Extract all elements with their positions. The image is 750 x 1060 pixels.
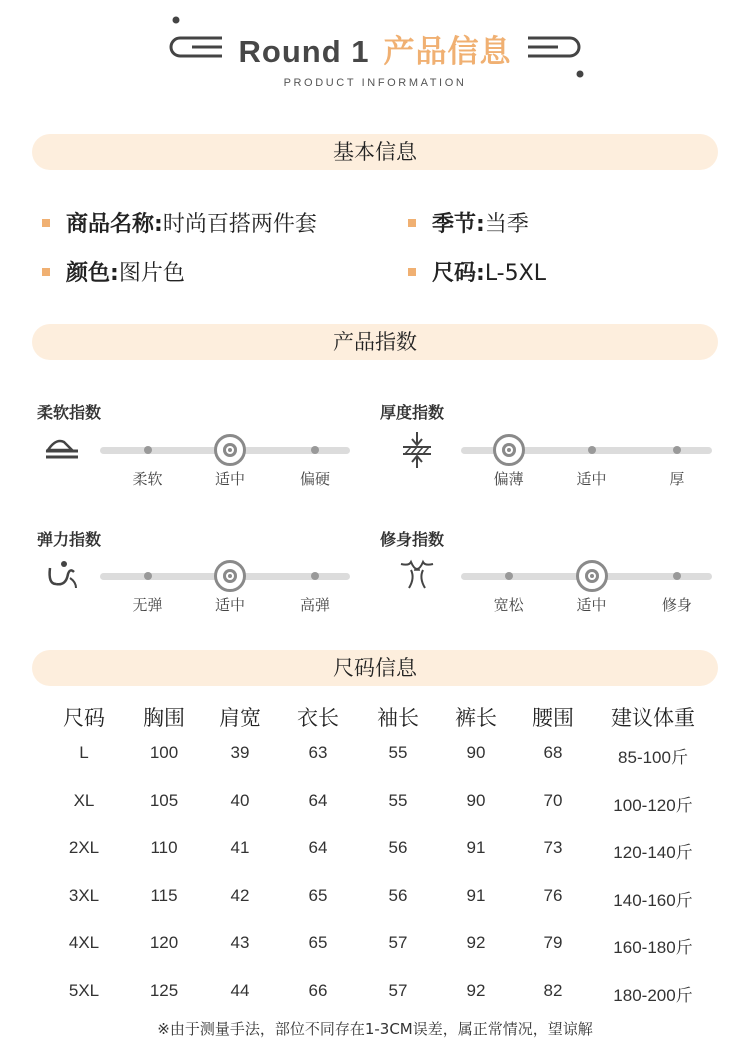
table-header-cell: 尺码 <box>63 706 105 730</box>
index-selected-marker <box>214 560 246 592</box>
table-cell: 115 <box>150 885 178 905</box>
index-title: 柔软指数 <box>37 403 102 422</box>
table-cell: 68 <box>543 743 563 762</box>
bullet-square-icon <box>42 219 50 227</box>
table-cell: 100 <box>149 743 179 762</box>
table-cell: 100-120斤 <box>613 795 693 815</box>
table-cell: 140-160斤 <box>613 890 693 910</box>
bullet-square-icon <box>408 219 416 227</box>
table-cell: 57 <box>388 980 408 1000</box>
table-cell: 66 <box>308 980 328 1000</box>
index-option-label: 修身 <box>661 596 692 614</box>
info-item-size <box>408 256 546 287</box>
table-cell: 55 <box>388 743 408 762</box>
table-cell: 76 <box>543 885 563 905</box>
table-cell: 70 <box>543 790 563 810</box>
thickness-icon <box>397 430 437 474</box>
table-header-cell: 衣长 <box>297 706 339 730</box>
table-cell: 180-200斤 <box>613 985 693 1005</box>
index-dot <box>144 446 152 454</box>
index-option-label: 偏硬 <box>299 470 330 488</box>
table-header-cell: 建议体重 <box>611 706 695 730</box>
table-header-cell: 袖长 <box>377 706 419 730</box>
table-header-cell: 腰围 <box>532 706 574 730</box>
table-cell: 3XL <box>68 885 100 905</box>
info-label: 尺码: <box>432 261 485 286</box>
table-cell: 65 <box>308 885 328 905</box>
table-header-cell: 肩宽 <box>219 706 261 730</box>
table-cell: 64 <box>308 838 328 857</box>
table-cell: 44 <box>230 980 250 1000</box>
table-header-cell: 胸围 <box>143 706 185 730</box>
table-cell: 56 <box>388 838 408 857</box>
index-option-label: 高弹 <box>299 596 330 614</box>
info-item-color <box>42 256 185 287</box>
info-label: 季节: <box>432 212 485 237</box>
table-cell: L <box>79 743 89 762</box>
table-cell: 120 <box>149 933 179 952</box>
table-cell: 90 <box>466 790 486 810</box>
table-cell: XL <box>73 790 95 810</box>
page-subtitle: PRODUCT INFORMATION <box>283 77 467 89</box>
table-cell: 79 <box>543 933 563 952</box>
index-option-label: 柔软 <box>132 470 163 488</box>
index-dot <box>144 572 152 580</box>
table-cell: 92 <box>466 980 486 1000</box>
index-option-label: 宽松 <box>493 596 524 614</box>
table-cell: 105 <box>149 790 179 810</box>
index-option-label: 厚 <box>669 470 685 488</box>
index-selected-marker <box>493 434 525 466</box>
table-cell: 91 <box>466 838 486 857</box>
table-cell: 65 <box>308 933 328 952</box>
body-fit-icon <box>397 558 437 594</box>
table-header-cell: 裤长 <box>455 706 497 730</box>
index-option-label: 无弹 <box>132 596 163 614</box>
info-value: 图片色 <box>118 261 185 286</box>
index-dot <box>505 572 513 580</box>
info-value: 当季 <box>484 212 529 237</box>
bullet-square-icon <box>42 268 50 276</box>
shoe-sole-icon <box>42 432 82 466</box>
index-option-label: 适中 <box>576 596 607 614</box>
index-title: 厚度指数 <box>380 403 445 422</box>
table-cell: 91 <box>466 885 486 905</box>
table-cell: 2XL <box>68 838 100 857</box>
table-cell: 5XL <box>68 980 100 1000</box>
table-cell: 43 <box>230 933 250 952</box>
table-cell: 125 <box>149 980 179 1000</box>
table-cell: 73 <box>543 838 563 857</box>
info-item-name <box>42 207 317 238</box>
index-dot <box>673 572 681 580</box>
index-option-label: 适中 <box>214 470 245 488</box>
index-slider-track <box>461 447 712 454</box>
table-cell: 63 <box>308 743 328 762</box>
table-cell: 55 <box>388 790 408 810</box>
title-en: Round 1 <box>238 34 370 69</box>
page-title <box>0 26 750 71</box>
table-cell: 92 <box>466 933 486 952</box>
table-cell: 110 <box>150 838 178 857</box>
index-selected-marker <box>214 434 246 466</box>
section-banner-index: 产品指数 <box>32 324 718 360</box>
info-label: 商品名称: <box>66 212 163 237</box>
bullet-square-icon <box>408 268 416 276</box>
table-cell: 41 <box>230 838 250 857</box>
measurement-note: ※由于测量手法，部位不同存在1-3CM误差，属正常情况，望谅解 <box>157 1020 593 1038</box>
table-cell: 42 <box>230 885 250 905</box>
index-dot <box>673 446 681 454</box>
index-slider-track <box>461 573 712 580</box>
section-banner-size: 尺码信息 <box>32 650 718 686</box>
table-cell: 82 <box>543 980 563 1000</box>
index-slider-track <box>100 447 350 454</box>
index-selected-marker <box>576 560 608 592</box>
table-cell: 56 <box>388 885 408 905</box>
table-cell: 85-100斤 <box>618 748 688 767</box>
title-cn: 产品信息 <box>383 34 512 70</box>
stretch-icon <box>42 558 82 594</box>
index-dot <box>311 446 319 454</box>
index-title: 弹力指数 <box>37 530 102 549</box>
table-cell: 120-140斤 <box>613 843 693 862</box>
header <box>0 0 750 100</box>
index-option-label: 适中 <box>214 596 245 614</box>
index-slider-track <box>100 573 350 580</box>
index-option-label: 偏薄 <box>493 470 524 488</box>
table-cell: 90 <box>466 743 486 762</box>
section-banner-basic: 基本信息 <box>32 134 718 170</box>
info-value: 时尚百搭两件套 <box>162 212 317 237</box>
index-title: 修身指数 <box>380 530 445 549</box>
table-cell: 160-180斤 <box>613 938 693 957</box>
index-option-label: 适中 <box>576 470 607 488</box>
table-cell: 4XL <box>68 933 100 952</box>
index-dot <box>588 446 596 454</box>
info-item-season <box>408 207 529 238</box>
table-cell: 40 <box>230 790 250 810</box>
table-cell: 64 <box>308 790 328 810</box>
info-label: 颜色: <box>66 261 119 286</box>
table-cell: 39 <box>230 743 250 762</box>
info-value: L-5XL <box>484 261 546 286</box>
index-dot <box>311 572 319 580</box>
table-cell: 57 <box>388 933 408 952</box>
